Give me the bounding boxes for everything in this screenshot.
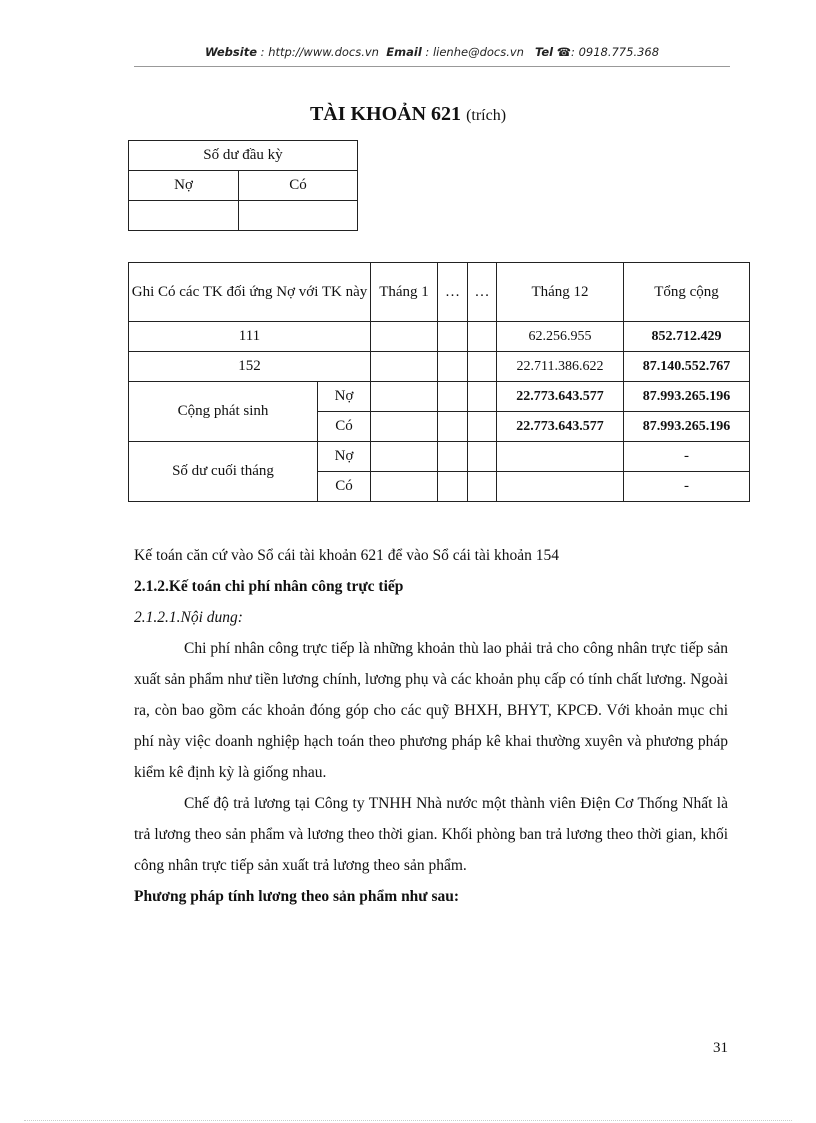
turnover-credit-total: 87.993.265.196 (624, 412, 750, 442)
closing-credit-label: Có (318, 472, 371, 502)
row-total: 852.712.429 (624, 322, 750, 352)
ledger-table (128, 262, 750, 502)
email-value[interactable]: : lienhe@docs.vn (425, 45, 524, 59)
row-month12: 22.711.386.622 (497, 352, 624, 382)
page-number: 31 (713, 1040, 728, 1056)
turnover-debit-total: 87.993.265.196 (624, 382, 750, 412)
closing-credit-total: - (624, 472, 750, 502)
turnover-debit-month12: 22.773.643.577 (497, 382, 624, 412)
row-total: 87.140.552.767 (624, 352, 750, 382)
page-title (0, 103, 816, 126)
closing-debit-label: Nợ (318, 442, 371, 472)
turnover-debit-label: Nợ (318, 382, 371, 412)
tel-value: ☎: 0918.775.368 (556, 45, 660, 59)
turnover-credit-label: Có (318, 412, 371, 442)
website-label: Website (204, 45, 258, 59)
title-main: TÀI KHOẢN 621 (309, 103, 462, 125)
body-text (134, 540, 728, 912)
footer-divider (24, 1120, 792, 1121)
tel-label: Tel (534, 45, 554, 59)
method-heading: Phương pháp tính lương theo sản phẩm như sau: (134, 888, 460, 905)
ledger-header-row (129, 263, 750, 322)
email-label: Email (386, 45, 422, 59)
row-account: 111 (129, 322, 371, 352)
turnover-credit-month12: 22.773.643.577 (497, 412, 624, 442)
opening-debit-value (129, 201, 239, 231)
col-month12-header: Tháng 12 (497, 263, 624, 322)
opening-debit-label: Nợ (129, 171, 239, 201)
row-month12: 62.256.955 (497, 322, 624, 352)
turnover-label: Cộng phát sinh (129, 382, 318, 442)
header-divider (134, 66, 730, 67)
closing-label: Số dư cuối tháng (129, 442, 318, 502)
opening-balance-table (128, 140, 358, 231)
turnover-debit-row (129, 382, 750, 412)
col-total-header: Tổng cộng (624, 263, 750, 322)
table-row (129, 322, 750, 352)
closing-debit-total: - (624, 442, 750, 472)
closing-debit-row (129, 442, 750, 472)
section-heading: 2.1.2.Kế toán chi phí nhân công trực tiếp (134, 578, 404, 595)
opening-credit-label: Có (239, 171, 358, 201)
row-account: 152 (129, 352, 371, 382)
page-header (134, 45, 730, 59)
paragraph-salary-policy: Chế độ trả lương tại Công ty TNHH Nhà nước một thành viên Điện Cơ Thống Nhất là trả lương theo sản phẩm và lương theo thời gian. Khối phòng ban trả lương theo thời gian, khối công nhân trực tiếp sản xuất trả lương theo sản phẩm. (134, 795, 728, 874)
col-ellipsis2-header: … (468, 263, 497, 322)
col-account-header: Ghi Có các TK đối ứng Nợ với TK này (129, 263, 371, 322)
col-month1-header: Tháng 1 (371, 263, 438, 322)
paragraph-content: Chi phí nhân công trực tiếp là những khoản thù lao phải trả cho công nhân trực tiếp sản xuất sản phẩm như tiền lương chính, lương phụ và các khoản phụ cấp có tính chất lương. Ngoài ra, còn bao gồm các khoản đóng góp cho các quỹ BHXH, BHYT, KPCĐ. Với khoản mục chi phí này việc doanh nghiệp hạch toán theo phương pháp kê khai thường xuyên và phương pháp kiểm kê định kỳ là giống nhau. (134, 640, 728, 781)
title-sub: (trích) (466, 107, 507, 124)
subsection-heading: 2.1.2.1.Nội dung: (134, 609, 243, 626)
table-row (129, 352, 750, 382)
opening-balance-heading: Số dư đầu kỳ (129, 141, 358, 171)
intro-line: Kế toán căn cứ vào Sổ cái tài khoản 621 để vào Sổ cái tài khoản 154 (134, 547, 560, 564)
website-url[interactable]: : http://www.docs.vn (260, 45, 379, 59)
col-ellipsis1-header: … (438, 263, 468, 322)
opening-credit-value (239, 201, 358, 231)
